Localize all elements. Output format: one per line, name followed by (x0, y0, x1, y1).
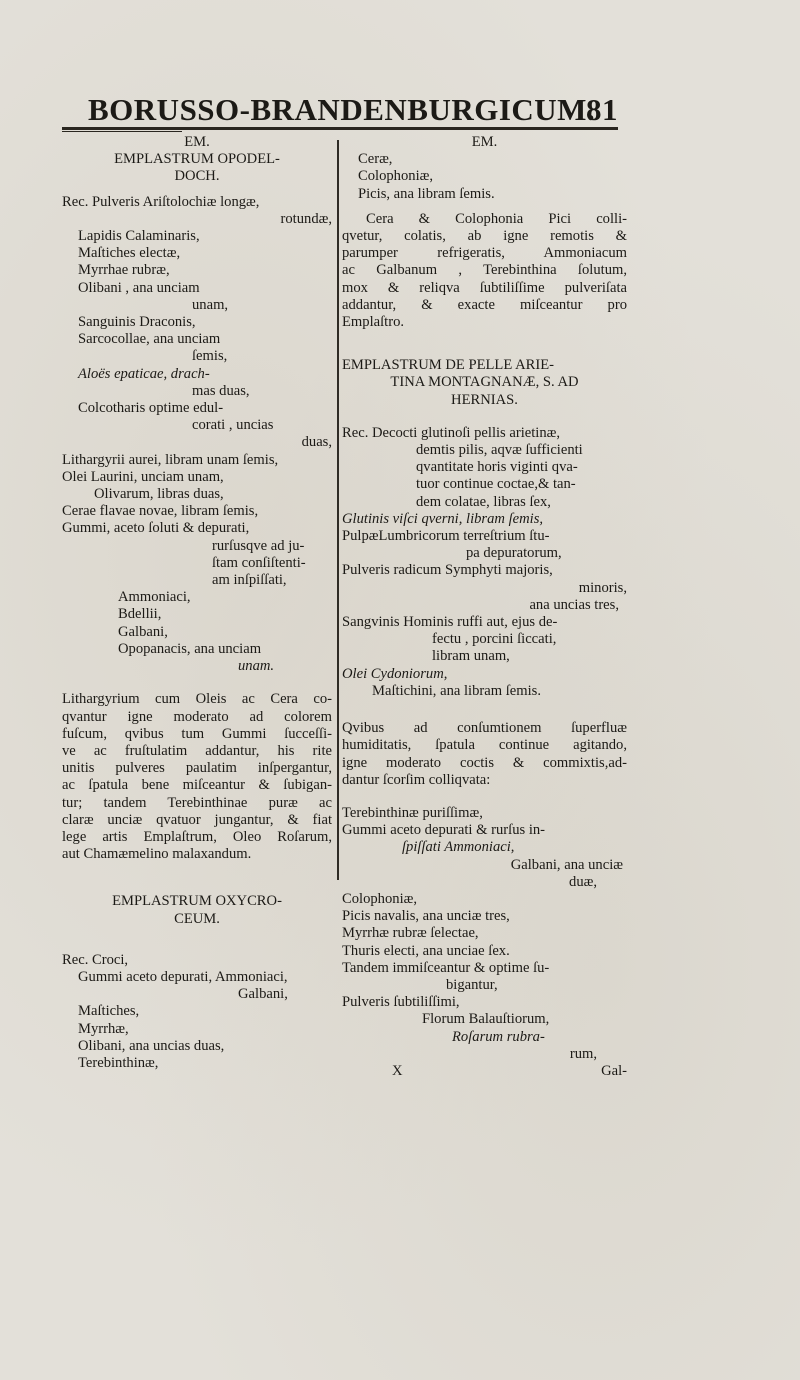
instruction-line: qvetur, colatis, ab igne remotis & (342, 228, 627, 245)
ingredient-line: duæ, (569, 873, 597, 890)
ingredient-line: Myrrhæ rubræ ſelectae, (342, 925, 479, 942)
ingredient-line: minoris, (578, 579, 627, 596)
ingredient-line: libram unam, (432, 648, 510, 665)
ingredient-line: Glutinis viſci qverni, libram ſemis, (342, 510, 544, 527)
ingredient-line: Gummi, aceto ſoluti & depurati, (62, 520, 250, 537)
ingredient-line: fectu , porcini ſiccati, (432, 631, 557, 648)
ingredient-line: Sanguinis Draconis, (78, 314, 196, 331)
ingredient-line: Olei Cydoniorum, (342, 665, 448, 682)
ingredient-line: Rec. Pulveris Ariſtolochiæ longæ, (62, 193, 260, 210)
instruction-line: dantur ſcorſim colliqvata: (342, 771, 491, 788)
ingredient-line: rum, (569, 1045, 597, 1062)
catchword: Gal- (601, 1062, 627, 1079)
ingredient-line: dem colatae, libras ſex, (416, 493, 551, 510)
ingredient-line: Galbani, (118, 623, 168, 640)
ingredient-line: Sangvinis Hominis ruffi aut, ejus de- (342, 614, 558, 631)
instruction-line: humiditatis, ſpatula continue agitando, (342, 737, 627, 754)
ingredient-line: Myrrhæ, (78, 1020, 129, 1037)
left-column (62, 134, 332, 1072)
instruction-line: addantur, & exacte miſceantur pro (342, 296, 627, 313)
ingredient-line: Picis, ana libram ſemis. (358, 185, 495, 202)
ingredient-line: Ammoniaci, (118, 589, 191, 606)
ingredient-line: Olivarum, libras duas, (94, 486, 224, 503)
right-column (342, 134, 627, 1080)
instruction-line: ac ſpatula bene miſceantur & ſubigan- (62, 777, 332, 794)
recipe-title: TINA MONTAGNANÆ, S. AD (390, 374, 579, 391)
instruction-line: fuſcum, qvibus tum Gummi ſucceſſi- (62, 725, 332, 742)
instruction-line: igne moderato coctis & commixtis,ad- (342, 754, 627, 771)
ingredient-line: Roſarum rubra- (452, 1028, 545, 1045)
column-head-right: EM. (471, 134, 498, 150)
ingredient-line: Colophoniæ, (358, 168, 434, 185)
column-divider (337, 140, 339, 880)
ingredient-line: Maſtiches electæ, (78, 245, 181, 262)
ingredient-line: pa depuratorum, (466, 545, 562, 562)
running-title: BORUSSO-BRANDENBURGICUM. (88, 92, 596, 127)
instruction-line: unitis pulveres paulatim inſpergantur, (62, 760, 332, 777)
ingredient-line: Tandem immiſceantur & optime ſu- (342, 959, 550, 976)
ingredient-line: Olei Laurini, unciam unam, (62, 468, 224, 485)
instruction-line: Cera & Colophonia Pici colli- (366, 210, 627, 227)
instruction-line: ve ac fruſtulatim addantur, his rite (62, 742, 332, 759)
ingredient-line: corati , uncias (192, 417, 274, 434)
recipe-title: HERNIAS. (451, 391, 518, 408)
ingredient-line: Galbani, (238, 986, 288, 1003)
ingredient-line: ſpiſſati Ammoniaci, (402, 839, 515, 856)
ingredient-line: ſemis, (192, 348, 228, 365)
ingredient-line: duas, (301, 434, 332, 451)
ingredient-line: Thuris electi, ana unciae ſex. (342, 942, 510, 959)
signature-mark: X (392, 1062, 403, 1079)
ingredient-line: demtis pilis, aqvæ ſufficienti (416, 442, 583, 459)
instruction-line: parumper refrigeratis, Ammoniacum (342, 245, 627, 262)
ingredient-line: Ceræ, (358, 151, 393, 168)
recipe-title: DOCH. (174, 168, 220, 185)
ingredient-line: tuor continue coctae,& tan- (416, 476, 576, 493)
ingredient-line: Picis navalis, ana unciæ tres, (342, 908, 510, 925)
ingredient-line: Aloës epaticae, drach- (78, 365, 210, 382)
ingredient-line: Gummi aceto depurati & rurſus in- (342, 822, 546, 839)
ingredient-line: Colophoniæ, (342, 890, 418, 907)
ingredient-line: rotundæ, (280, 210, 332, 227)
ingredient-line: Terebinthinæ, (78, 1054, 159, 1071)
ingredient-line: Rec. Croci, (62, 951, 129, 968)
ingredient-line: Gummi aceto depurati, Ammoniaci, (78, 968, 288, 985)
instruction-line: qvantur igne moderato ad colorem (62, 708, 332, 725)
ingredient-line: Myrrhae rubræ, (78, 262, 170, 279)
instruction-line: ac Galbanum , Terebinthina ſolutum, (342, 262, 627, 279)
ingredient-line: Maſtiches, (78, 1003, 140, 1020)
recipe-title: CEUM. (174, 910, 220, 927)
recipe-title: EMPLASTRUM OPODEL- (114, 151, 280, 168)
ingredient-line: Lapidis Calaminaris, (78, 228, 200, 245)
ingredient-line: rurſusqve ad ju- (212, 537, 305, 554)
instruction-line: aut Chamæmelino malaxandum. (62, 846, 252, 863)
instruction-line: tur; tandem Terebinthinae puræ ac (62, 794, 332, 811)
ingredient-line: ſtam conſiſtenti- (212, 554, 306, 571)
ingredient-line: mas duas, (192, 382, 250, 399)
ingredient-line: bigantur, (446, 976, 498, 993)
header-rule (62, 127, 618, 130)
instruction-line: Lithargyrium cum Oleis ac Cera co- (62, 691, 332, 708)
recipe-title: EMPLASTRUM DE PELLE ARIE- (342, 357, 555, 374)
ingredient-line: Lithargyrii aurei, libram unam ſemis, (62, 451, 279, 468)
page-footer (342, 1063, 627, 1080)
running-header (88, 92, 618, 128)
ingredient-line: Olibani, ana uncias duas, (78, 1037, 225, 1054)
instruction-line: mox & reliqva ſubtiliſſime pulveriſata (342, 279, 627, 296)
ingredient-line: Maſtichini, ana libram ſemis. (372, 682, 542, 699)
ingredient-line: qvantitate horis viginti qva- (416, 459, 578, 476)
instruction-line: Emplaſtro. (342, 314, 405, 331)
ingredient-line: Olibani , ana unciam (78, 279, 200, 296)
ingredient-line: am inſpiſſati, (212, 572, 287, 589)
ingredient-line: Galbani, ana unciæ (510, 856, 623, 873)
ingredient-line: Florum Balauſtiorum, (422, 1011, 550, 1028)
instruction-line: claræ unciæ qvatuor jungantur, & fiat (62, 811, 332, 828)
ingredient-line: Pulveris ſubtiliſſimi, (342, 994, 460, 1011)
column-head-left: EM. (184, 134, 210, 150)
ingredient-line: Bdellii, (118, 606, 162, 623)
ingredient-line: Opopanacis, ana unciam (118, 640, 262, 657)
ingredient-line: Terebinthinæ puriſſimæ, (342, 804, 483, 821)
ingredient-line: Pulveris radicum Symphyti majoris, (342, 562, 553, 579)
ingredient-line: Rec. Decocti glutinoſi pellis arietinæ, (342, 424, 561, 441)
page-number: 81 (586, 92, 618, 127)
ingredient-line: ana uncias tres, (529, 596, 619, 613)
instruction-line: lege artis Emplaſtrum, Oleo Roſarum, (62, 828, 332, 845)
ingredient-line: unam. (238, 658, 275, 675)
ingredient-line: Cerae flavae novae, libram ſemis, (62, 503, 259, 520)
ingredient-line: unam, (192, 296, 229, 313)
header-rule-thin (62, 131, 182, 132)
instruction-line: Qvibus ad conſumtionem ſuperfluæ (342, 720, 627, 737)
ingredient-line: Sarcocollae, ana unciam (78, 331, 221, 348)
recipe-title: EMPLASTRUM OXYCRO- (112, 893, 282, 910)
ingredient-line: PulpæLumbricorum terreſtrium ſtu- (342, 528, 550, 545)
ingredient-line: Colcotharis optime edul- (78, 400, 224, 417)
